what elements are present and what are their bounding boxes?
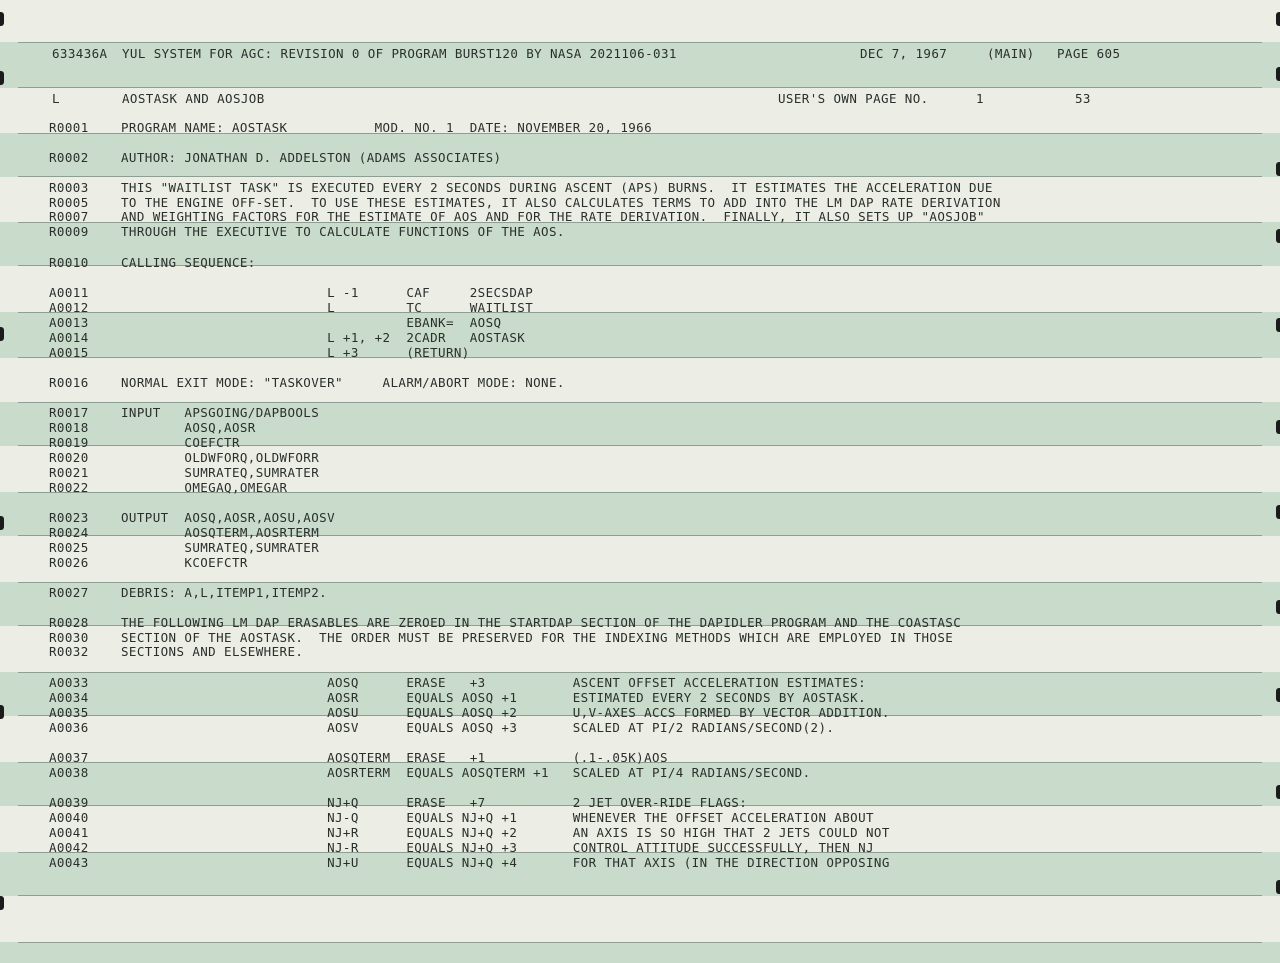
band-rule xyxy=(18,672,1262,673)
line-number: A0033 xyxy=(49,675,89,690)
line-number: A0011 xyxy=(49,285,89,300)
feed-hole xyxy=(1276,880,1280,894)
line-text: KCOEFCTR xyxy=(121,555,248,570)
line-number: R0001 xyxy=(49,120,89,135)
line-text: NJ+U EQUALS NJ+Q +4 FOR THAT AXIS (IN THE DIRECTION OPPOSING xyxy=(121,855,890,870)
band-rule xyxy=(18,176,1262,177)
job-number: 633436A xyxy=(52,46,108,61)
feed-hole xyxy=(1276,318,1280,332)
line-text: TO THE ENGINE OFF-SET. TO USE THESE ESTIMATES, IT ALSO CALCULATES TERMS TO ADD INTO THE LM DAP RATE DERIVATION xyxy=(121,195,1001,210)
line-number: R0017 xyxy=(49,405,89,420)
line-text: AOSU EQUALS AOSQ +2 U,V-AXES ACCS FORMED BY VECTOR ADDITION. xyxy=(121,705,890,720)
page-number: PAGE 605 xyxy=(1057,46,1121,61)
band-rule xyxy=(18,582,1262,583)
line-number: R0032 xyxy=(49,644,89,659)
line-text: EBANK= AOSQ xyxy=(121,315,502,330)
line-text: AUTHOR: JONATHAN D. ADDELSTON (ADAMS ASSOCIATES) xyxy=(121,150,502,165)
line-text: L TC WAITLIST xyxy=(121,300,534,315)
feed-hole xyxy=(0,896,4,910)
line-number: R0022 xyxy=(49,480,89,495)
line-text: THIS "WAITLIST TASK" IS EXECUTED EVERY 2 SECONDS DURING ASCENT (APS) BURNS. IT ESTIMATES THE ACCELERATION DUE xyxy=(121,180,993,195)
line-number: A0043 xyxy=(49,855,89,870)
line-text: NJ-R EQUALS NJ+Q +3 CONTROL ATTITUDE SUCCESSFULLY, THEN NJ xyxy=(121,840,874,855)
line-number: A0013 xyxy=(49,315,89,330)
line-text: AOSQTERM,AOSRTERM xyxy=(121,525,320,540)
line-number: R0021 xyxy=(49,465,89,480)
line-text: L +1, +2 2CADR AOSTASK xyxy=(121,330,526,345)
feed-hole xyxy=(1276,67,1280,81)
line-number: A0039 xyxy=(49,795,89,810)
log-section-name: AOSTASK AND AOSJOB xyxy=(122,91,265,106)
band-rule xyxy=(18,942,1262,943)
line-number: A0041 xyxy=(49,825,89,840)
line-text: THE FOLLOWING LM DAP ERASABLES ARE ZEROED IN THE STARTDAP SECTION OF THE DAPIDLER PROGRAM AND THE COASTASC xyxy=(121,615,962,630)
line-number: R0003 xyxy=(49,180,89,195)
listing-mode: (MAIN) xyxy=(987,46,1035,61)
listing-date: DEC 7, 1967 xyxy=(860,46,948,61)
line-text: OUTPUT AOSQ,AOSR,AOSU,AOSV xyxy=(121,510,335,525)
line-text: AOSQ ERASE +3 ASCENT OFFSET ACCELERATION ESTIMATES: xyxy=(121,675,867,690)
feed-hole xyxy=(0,327,4,341)
line-text: SUMRATEQ,SUMRATER xyxy=(121,465,320,480)
line-number: A0038 xyxy=(49,765,89,780)
feed-hole xyxy=(1276,688,1280,702)
listing-title: YUL SYSTEM FOR AGC: REVISION 0 OF PROGRAM BURST120 BY NASA 2021106-031 xyxy=(122,46,677,61)
feed-hole xyxy=(1276,600,1280,614)
line-number: R0018 xyxy=(49,420,89,435)
line-text: AOSQ,AOSR xyxy=(121,420,256,435)
feed-hole xyxy=(0,71,4,85)
line-number: A0034 xyxy=(49,690,89,705)
line-text: PROGRAM NAME: AOSTASK MOD. NO. 1 DATE: NOVEMBER 20, 1966 xyxy=(121,120,653,135)
line-number: R0002 xyxy=(49,150,89,165)
line-number: R0030 xyxy=(49,630,89,645)
feed-hole xyxy=(1276,12,1280,26)
line-text: AND WEIGHTING FACTORS FOR THE ESTIMATE OF AOS AND FOR THE RATE DERIVATION. FINALLY, IT ALSO SETS UP "AOSJOB" xyxy=(121,209,985,224)
line-text: NJ-Q EQUALS NJ+Q +1 WHENEVER THE OFFSET ACCELERATION ABOUT xyxy=(121,810,874,825)
line-text: OMEGAQ,OMEGAR xyxy=(121,480,288,495)
line-number: R0028 xyxy=(49,615,89,630)
line-number: R0009 xyxy=(49,224,89,239)
line-number: R0023 xyxy=(49,510,89,525)
line-text: AOSV EQUALS AOSQ +3 SCALED AT PI/2 RADIANS/SECOND(2). xyxy=(121,720,835,735)
line-text: OLDWFORQ,OLDWFORR xyxy=(121,450,320,465)
feed-hole xyxy=(1276,162,1280,176)
line-text: COEFCTR xyxy=(121,435,240,450)
users-page-label: USER'S OWN PAGE NO. xyxy=(778,91,929,106)
line-text: INPUT APSGOING/DAPBOOLS xyxy=(121,405,320,420)
line-text: DEBRIS: A,L,ITEMP1,ITEMP2. xyxy=(121,585,328,600)
users-page-number: 1 xyxy=(976,91,984,106)
line-number: R0007 xyxy=(49,209,89,224)
green-band xyxy=(0,942,1280,963)
feed-hole xyxy=(1276,420,1280,434)
line-number: A0015 xyxy=(49,345,89,360)
line-number: R0025 xyxy=(49,540,89,555)
feed-hole xyxy=(0,705,4,719)
line-text: L +3 (RETURN) xyxy=(121,345,470,360)
band-rule xyxy=(18,87,1262,88)
sheet-number: 53 xyxy=(1075,91,1091,106)
line-number: R0005 xyxy=(49,195,89,210)
feed-hole xyxy=(1276,229,1280,243)
line-number: A0037 xyxy=(49,750,89,765)
line-type: L xyxy=(52,91,60,106)
line-number: A0014 xyxy=(49,330,89,345)
line-number: R0024 xyxy=(49,525,89,540)
band-rule xyxy=(18,42,1262,43)
line-number: A0035 xyxy=(49,705,89,720)
line-number: R0027 xyxy=(49,585,89,600)
line-text: AOSQTERM ERASE +1 (.1-.05K)AOS xyxy=(121,750,668,765)
feed-hole xyxy=(0,516,4,530)
line-number: R0026 xyxy=(49,555,89,570)
line-text: AOSR EQUALS AOSQ +1 ESTIMATED EVERY 2 SECONDS BY AOSTASK. xyxy=(121,690,867,705)
line-text: CALLING SEQUENCE: xyxy=(121,255,256,270)
line-number: R0010 xyxy=(49,255,89,270)
line-number: A0036 xyxy=(49,720,89,735)
band-rule xyxy=(18,402,1262,403)
line-number: R0019 xyxy=(49,435,89,450)
feed-hole xyxy=(1276,785,1280,799)
line-number: R0016 xyxy=(49,375,89,390)
line-number: R0020 xyxy=(49,450,89,465)
line-text: NORMAL EXIT MODE: "TASKOVER" ALARM/ABORT MODE: NONE. xyxy=(121,375,565,390)
band-rule xyxy=(18,895,1262,896)
line-number: A0042 xyxy=(49,840,89,855)
line-text: THROUGH THE EXECUTIVE TO CALCULATE FUNCTIONS OF THE AOS. xyxy=(121,224,565,239)
line-number: A0012 xyxy=(49,300,89,315)
line-text: NJ+R EQUALS NJ+Q +2 AN AXIS IS SO HIGH THAT 2 JETS COULD NOT xyxy=(121,825,890,840)
line-text: NJ+Q ERASE +7 2 JET OVER-RIDE FLAGS: xyxy=(121,795,748,810)
feed-hole xyxy=(0,12,4,26)
line-text: SUMRATEQ,SUMRATER xyxy=(121,540,320,555)
line-text: SECTION OF THE AOSTASK. THE ORDER MUST BE PRESERVED FOR THE INDEXING METHODS WHICH ARE EMPLOYED IN THOSE xyxy=(121,630,954,645)
line-text: L -1 CAF 2SECSDAP xyxy=(121,285,534,300)
feed-hole xyxy=(1276,505,1280,519)
line-number: A0040 xyxy=(49,810,89,825)
line-text: SECTIONS AND ELSEWHERE. xyxy=(121,644,304,659)
line-text: AOSRTERM EQUALS AOSQTERM +1 SCALED AT PI/4 RADIANS/SECOND. xyxy=(121,765,811,780)
